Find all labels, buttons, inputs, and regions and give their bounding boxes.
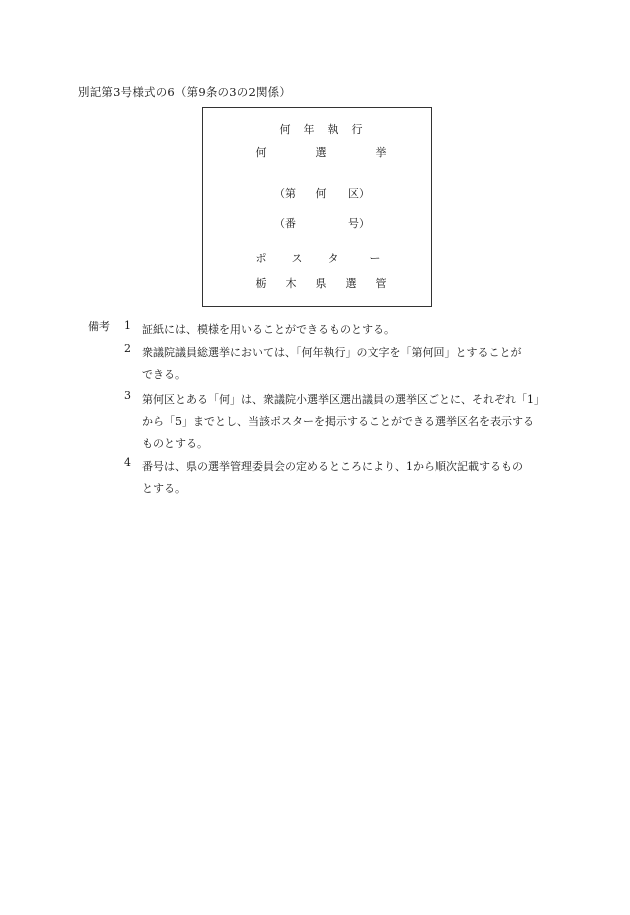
- poster-sample-box: [202, 107, 432, 307]
- poster-char: 挙: [375, 146, 387, 159]
- remark-text: [142, 456, 552, 500]
- remark-number: 1: [124, 319, 131, 332]
- remark-number: 2: [124, 342, 131, 355]
- form-title: 別記第3号様式の6（第9条の3の2関係）: [78, 85, 292, 99]
- remark-line: ものとする。: [142, 437, 208, 450]
- remark-text: [142, 319, 552, 341]
- poster-char: 県: [315, 277, 327, 290]
- poster-char: 木: [285, 277, 297, 290]
- remark-number: 3: [124, 389, 131, 402]
- remarks-heading: 備考: [88, 320, 110, 333]
- poster-char: 区）: [348, 187, 370, 200]
- poster-char: 執: [327, 123, 339, 136]
- poster-char: ス: [291, 252, 303, 265]
- poster-char: 選: [345, 277, 357, 290]
- remark-line: 第何区とある「何」は、衆議院小選挙区選出議員の選挙区ごとに、それぞれ「1」: [142, 393, 545, 406]
- remark-line: できる。: [142, 368, 186, 381]
- remark-text: [142, 389, 552, 455]
- poster-char: 行: [351, 123, 363, 136]
- remark-line: 衆議院議員総選挙においては、「何年執行」の文字を「第何回」とすることが: [142, 346, 522, 359]
- poster-char: タ: [327, 252, 339, 265]
- poster-char: ー: [369, 252, 381, 265]
- poster-char: （番: [274, 217, 296, 230]
- poster-char: 栃: [255, 277, 267, 290]
- poster-char: 選: [315, 146, 327, 159]
- poster-char: 何: [315, 187, 327, 200]
- poster-char: 何: [255, 146, 267, 159]
- remark-text: [142, 342, 552, 386]
- poster-char: 何: [279, 123, 291, 136]
- remark-line: から「5」までとし、当該ポスターを掲示することができる選挙区名を表示する: [142, 415, 534, 428]
- remark-line: とする。: [142, 482, 186, 495]
- poster-char: ポ: [255, 252, 267, 265]
- poster-char: 管: [375, 277, 387, 290]
- poster-char: 号）: [348, 217, 370, 230]
- remark-number: 4: [124, 456, 131, 469]
- poster-char: （第: [274, 187, 296, 200]
- remark-line: 証紙には、模様を用いることができるものとする。: [142, 323, 395, 336]
- poster-char: 年: [303, 123, 315, 136]
- remark-line: 番号は、県の選挙管理委員会の定めるところにより、1から順次記載するもの: [142, 460, 523, 473]
